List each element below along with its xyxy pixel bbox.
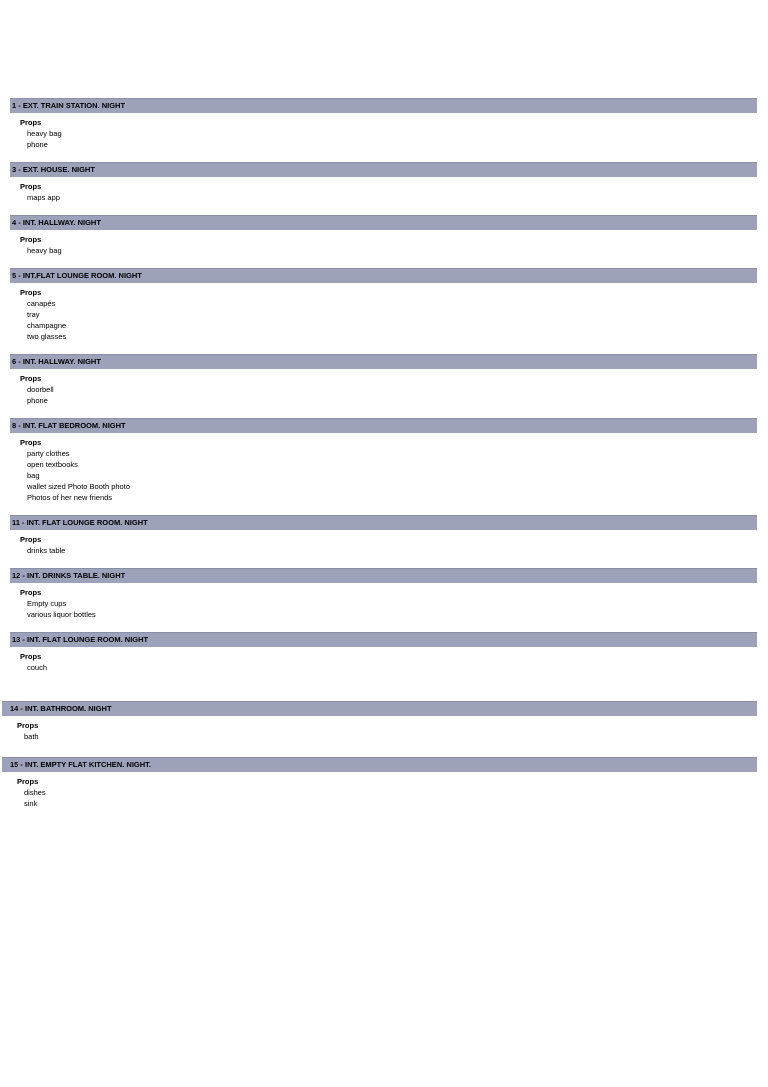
category-label: Props [17, 721, 39, 730]
scene-block [10, 215, 757, 256]
scene-block [10, 568, 757, 620]
category-label: Props [20, 235, 42, 244]
scene-heading: 11 - INT. FLAT LOUNGE ROOM. NIGHT [10, 515, 757, 530]
scene-heading: 14 - INT. BATHROOM. NIGHT [2, 701, 757, 716]
prop-item: doorbell [27, 385, 54, 394]
prop-item: tray [27, 310, 40, 319]
prop-item: Empty cups [27, 599, 67, 608]
category-label: Props [20, 288, 42, 297]
prop-item: bag [27, 471, 40, 480]
scene-block [10, 162, 757, 203]
prop-item: two glasses [27, 332, 67, 341]
scene-heading: 6 - INT. HALLWAY. NIGHT [10, 354, 757, 369]
category-label: Props [20, 182, 42, 191]
scene-heading: 8 - INT. FLAT BEDROOM. NIGHT [10, 418, 757, 433]
scene-heading: 15 - INT. EMPTY FLAT KITCHEN. NIGHT. [2, 757, 757, 772]
prop-item: couch [27, 663, 48, 672]
scene-block [10, 632, 757, 673]
scene-block [10, 418, 757, 503]
category-label: Props [20, 118, 42, 127]
scene-block [10, 354, 757, 406]
scene-block [10, 98, 757, 150]
category-label: Props [20, 652, 42, 661]
scene-heading: 3 - EXT. HOUSE. NIGHT [10, 162, 757, 177]
scene-block [10, 701, 757, 742]
prop-item: wallet sized Photo Booth photo [27, 482, 130, 491]
prop-item: sink [24, 799, 38, 808]
scene-block [10, 757, 757, 809]
scene-heading: 4 - INT. HALLWAY. NIGHT [10, 215, 757, 230]
scene-heading: 13 - INT. FLAT LOUNGE ROOM. NIGHT [10, 632, 757, 647]
category-label: Props [20, 438, 42, 447]
scene-heading: 5 - INT.FLAT LOUNGE ROOM. NIGHT [10, 268, 757, 283]
prop-item: Photos of her new friends [27, 493, 113, 502]
prop-item: open textbooks [27, 460, 78, 469]
prop-item: dishes [24, 788, 46, 797]
prop-item: drinks table [27, 546, 66, 555]
prop-item: heavy bag [27, 246, 62, 255]
prop-item: champagne [27, 321, 67, 330]
prop-item: phone [27, 396, 48, 405]
category-label: Props [20, 588, 42, 597]
category-label: Props [20, 535, 42, 544]
scene-heading: 12 - INT. DRINKS TABLE. NIGHT [10, 568, 757, 583]
scene-block [10, 515, 757, 556]
prop-item: various liquor bottles [27, 610, 96, 619]
prop-item: canapés [27, 299, 56, 308]
prop-item: heavy bag [27, 129, 62, 138]
prop-item: party clothes [27, 449, 70, 458]
scene-heading: 1 - EXT. TRAIN STATION. NIGHT [10, 98, 757, 113]
prop-item: phone [27, 140, 48, 149]
category-label: Props [20, 374, 42, 383]
category-label: Props [17, 777, 39, 786]
prop-item: bath [24, 732, 39, 741]
prop-item: maps app [27, 193, 60, 202]
scene-block [10, 268, 757, 342]
